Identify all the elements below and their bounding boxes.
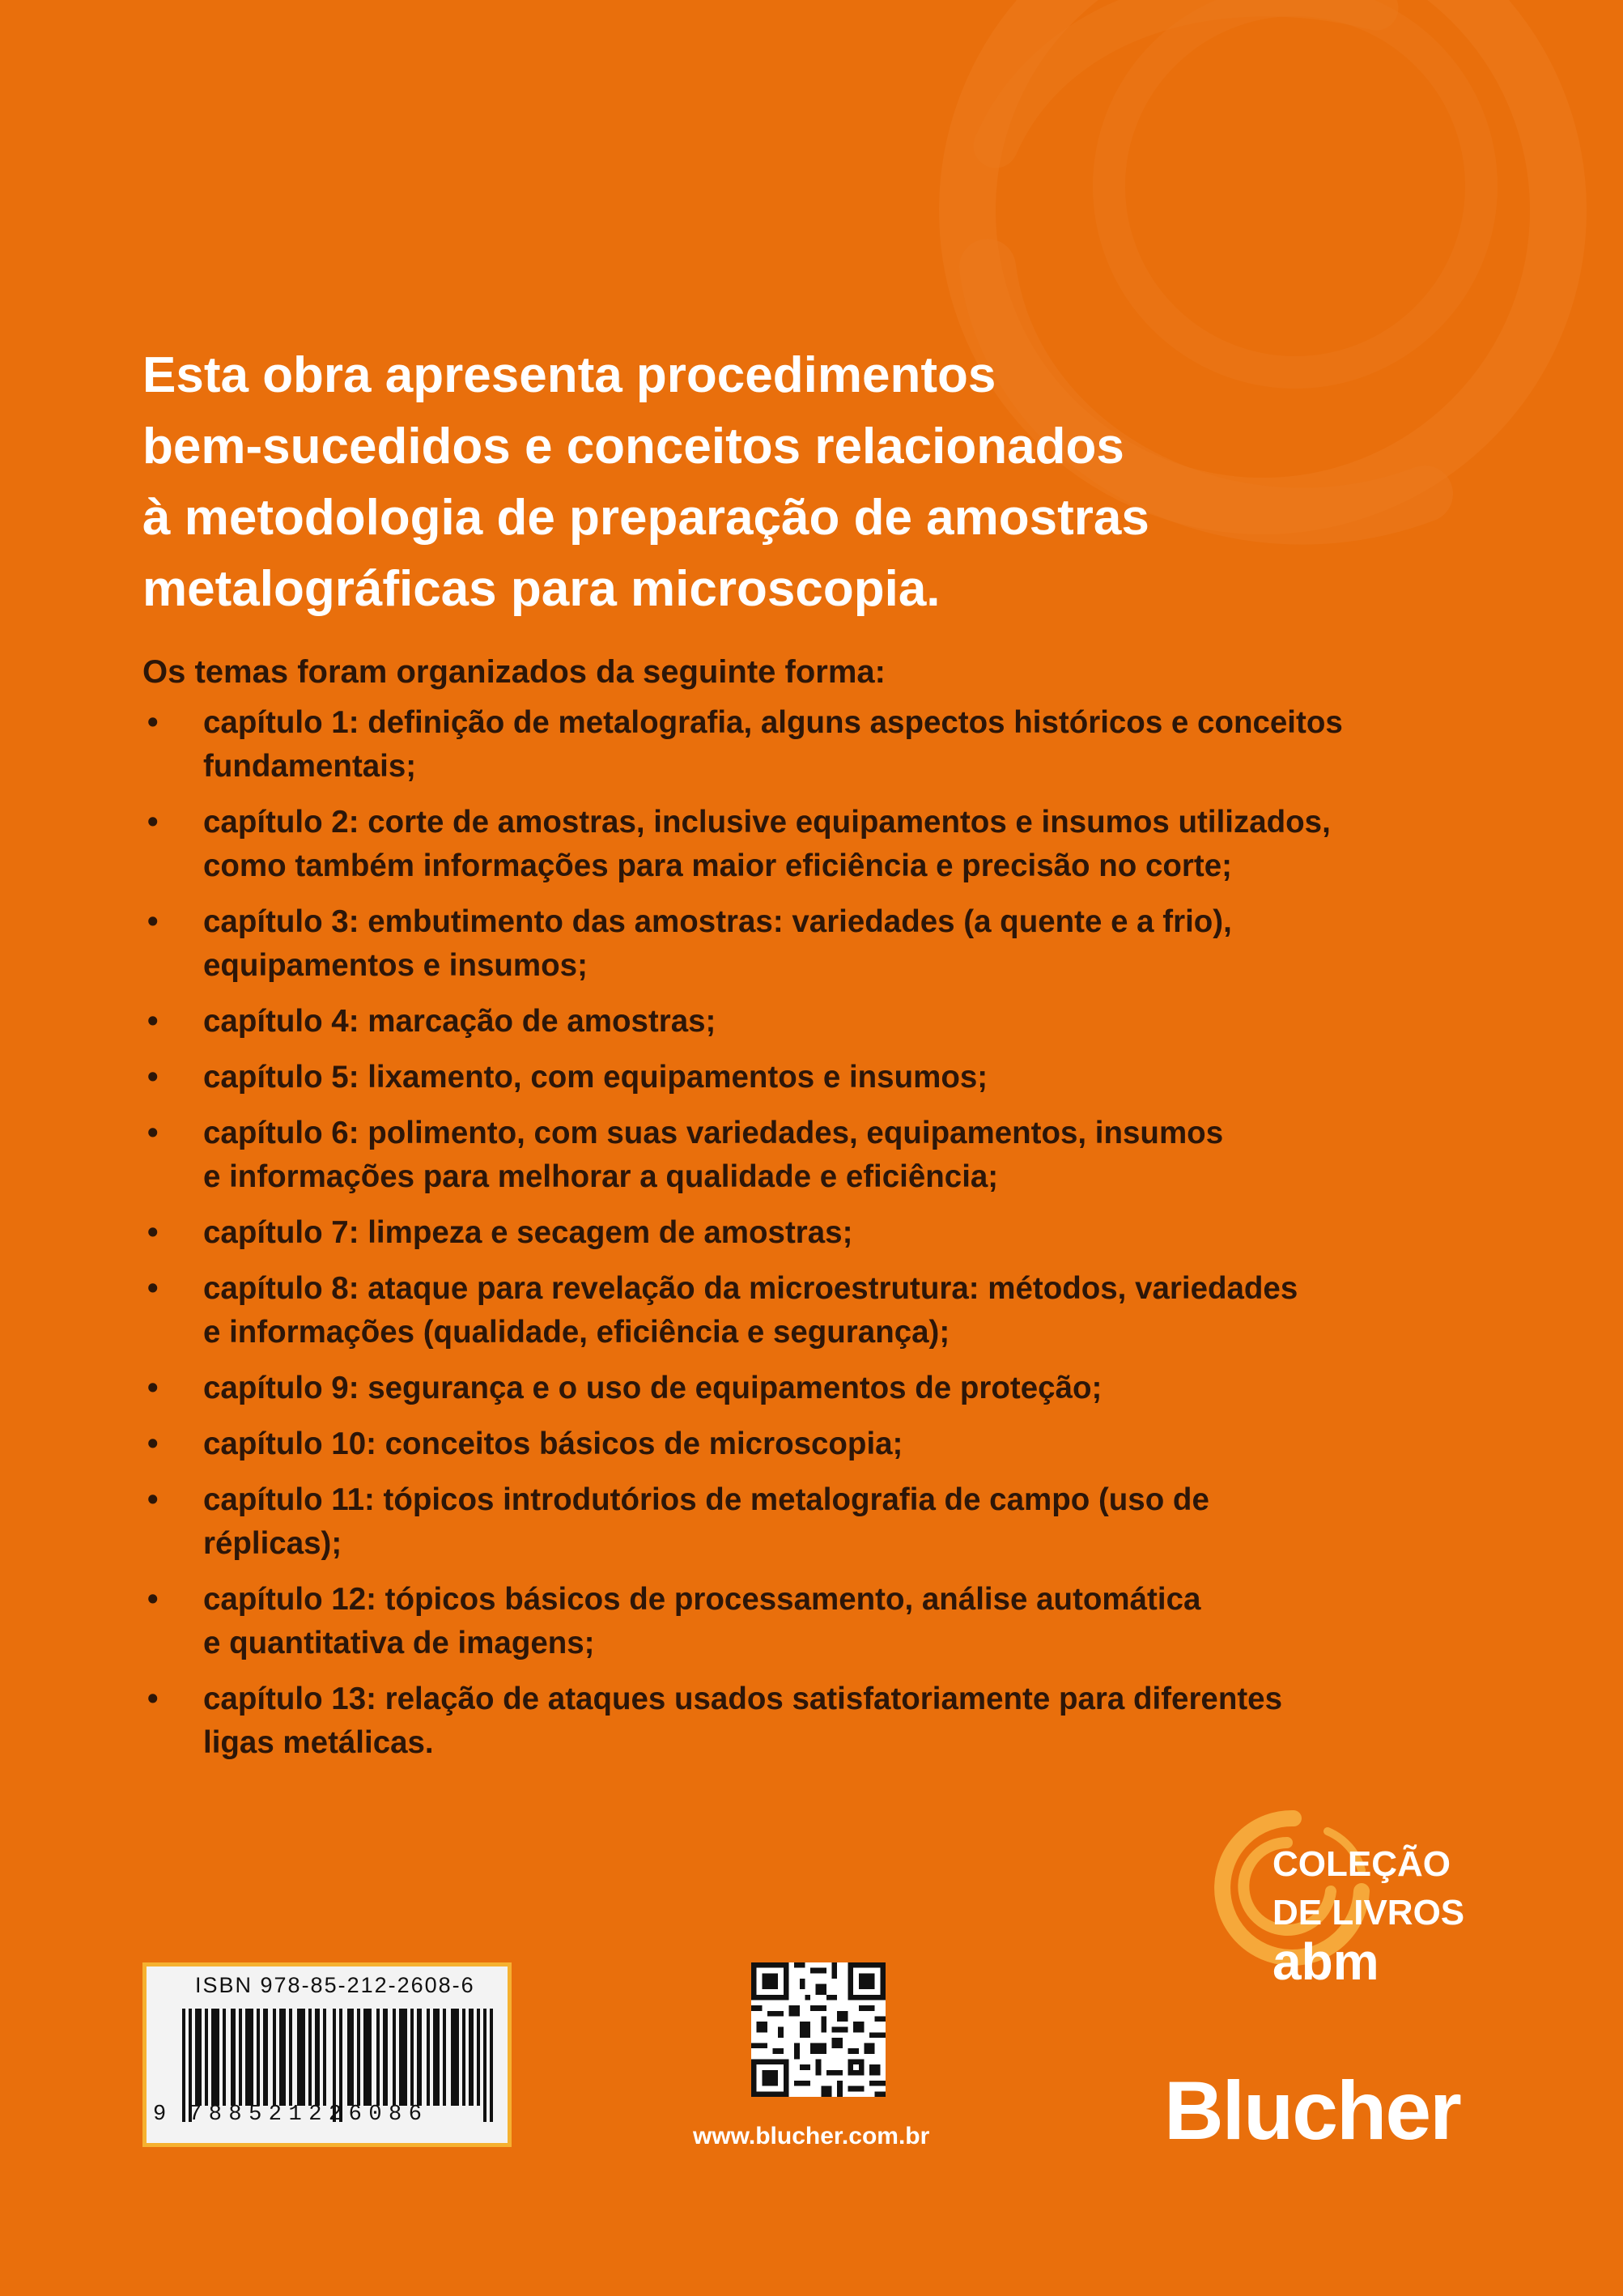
chapter-text-line: capítulo 7: limpeza e secagem de amostras; (203, 1215, 853, 1250)
chapter-text-line: fundamentais; (203, 749, 417, 784)
chapter-item (142, 1478, 1519, 1566)
headline-line: metalográficas para microscopia. (142, 561, 941, 617)
chapter-text-line: capítulo 9: segurança e o uso de equipamentos de proteção; (203, 1371, 1103, 1405)
chapter-text-line: capítulo 12: tópicos básicos de processamento, análise automática (203, 1582, 1201, 1617)
chapter-item (142, 1367, 1519, 1410)
chapter-text-line: e informações (qualidade, eficiência e segurança); (203, 1315, 950, 1350)
collection-title-line: COLEÇÃO (1272, 1844, 1451, 1884)
qr-code-icon[interactable] (751, 1962, 886, 2097)
bullet-icon: • (147, 1426, 159, 1461)
chapter-item (142, 1677, 1519, 1765)
chapter-text-line: capítulo 2: corte de amostras, inclusive equipamentos e insumos utilizados, (203, 805, 1331, 840)
chapter-text-line: réplicas); (203, 1526, 342, 1561)
bullet-icon: • (147, 1004, 159, 1039)
headline-line: Esta obra apresenta procedimentos (142, 347, 996, 403)
bullet-icon: • (147, 705, 159, 740)
bullet-icon: • (147, 1215, 159, 1250)
chapter-text-line: capítulo 11: tópicos introdutórios de metalografia de campo (uso de (203, 1482, 1209, 1517)
bullet-icon: • (147, 1271, 159, 1306)
chapter-list (142, 701, 1519, 1777)
chapter-item (142, 701, 1519, 789)
collection-title-line: DE LIVROS (1272, 1893, 1465, 1932)
website-url[interactable]: www.blucher.com.br (693, 2123, 930, 2149)
chapter-item (142, 1267, 1519, 1354)
topics-intro: Os temas foram organizados da seguinte forma: (142, 654, 886, 690)
chapter-text-line: ligas metálicas. (203, 1725, 434, 1760)
headline-line: bem-sucedidos e conceitos relacionados (142, 419, 1124, 474)
chapter-text-line: capítulo 1: definição de metalografia, alguns aspectos históricos e conceitos (203, 705, 1343, 740)
bullet-icon: • (147, 1116, 159, 1150)
publisher-logo: Blucher (1164, 2064, 1460, 2157)
bullet-icon: • (147, 1371, 159, 1405)
chapter-item (142, 801, 1519, 888)
isbn-barcode (142, 1962, 512, 2147)
chapter-text-line: capítulo 3: embutimento das amostras: variedades (a quente e a frio), (203, 904, 1232, 939)
headline-line: à metodologia de preparação de amostras (142, 490, 1149, 546)
headline (142, 340, 1535, 625)
chapter-item (142, 1578, 1519, 1665)
chapter-text-line: capítulo 6: polimento, com suas variedades, equipamentos, insumos (203, 1116, 1224, 1150)
chapter-text-line: capítulo 10: conceitos básicos de microscopia; (203, 1426, 903, 1461)
collection-brand: abm (1272, 1932, 1379, 1991)
isbn-label: ISBN 978-85-212-2608-6 (195, 1973, 475, 1997)
chapter-text-line: equipamentos e insumos; (203, 948, 588, 983)
chapter-item (142, 1000, 1519, 1044)
bullet-icon: • (147, 1682, 159, 1716)
ean-first-digit: 9 (153, 2103, 167, 2127)
bullet-icon: • (147, 1582, 159, 1617)
chapter-text-line: capítulo 13: relação de ataques usados satisfatoriamente para diferentes (203, 1682, 1283, 1716)
chapter-item (142, 1056, 1519, 1099)
chapter-text-line: capítulo 5: lixamento, com equipamentos e insumos; (203, 1060, 988, 1095)
chapter-item (142, 1422, 1519, 1466)
chapter-item (142, 900, 1519, 988)
bullet-icon: • (147, 904, 159, 939)
bullet-icon: • (147, 1482, 159, 1517)
chapter-text-line: e quantitativa de imagens; (203, 1626, 595, 1660)
chapter-item (142, 1211, 1519, 1255)
bullet-icon: • (147, 805, 159, 840)
collection-logo (1209, 1807, 1549, 2001)
chapter-item (142, 1112, 1519, 1199)
chapter-text-line: capítulo 4: marcação de amostras; (203, 1004, 716, 1039)
ean-digits: 788521226086 (189, 2103, 429, 2127)
chapter-text-line: como também informações para maior eficiência e precisão no corte; (203, 848, 1232, 883)
chapter-text-line: e informações para melhorar a qualidade e eficiência; (203, 1159, 999, 1194)
chapter-text-line: capítulo 8: ataque para revelação da microestrutura: métodos, variedades (203, 1271, 1298, 1306)
bullet-icon: • (147, 1060, 159, 1095)
